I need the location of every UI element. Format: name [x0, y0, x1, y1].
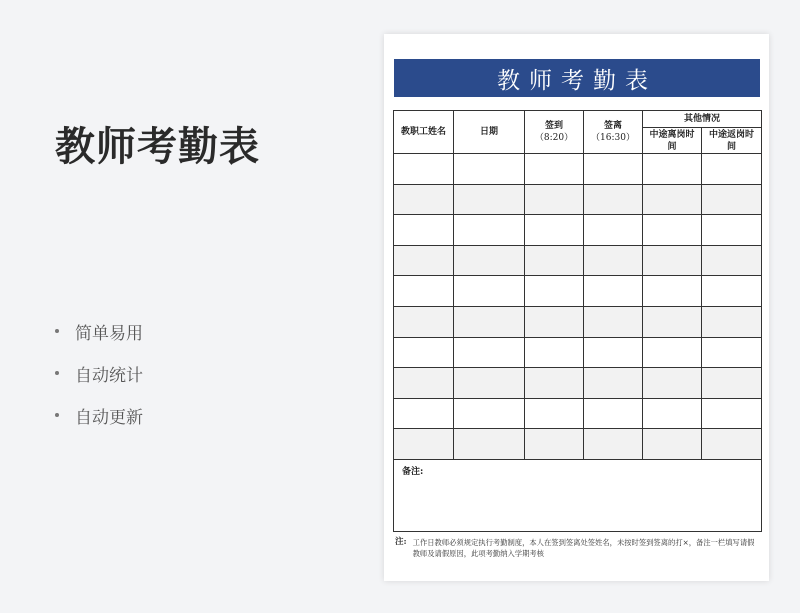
table-cell[interactable]	[525, 276, 584, 307]
header-checkout-label: 签离	[603, 121, 622, 131]
table-cell[interactable]	[643, 154, 702, 185]
header-return-mid-label: 中途返岗时间	[709, 129, 755, 152]
table-cell[interactable]	[702, 184, 762, 215]
table-cell[interactable]	[643, 245, 702, 276]
remarks-cell[interactable]	[394, 459, 762, 531]
table-cell[interactable]	[525, 154, 584, 185]
table-cell[interactable]	[584, 245, 643, 276]
table-cell[interactable]	[454, 184, 525, 215]
table-cell[interactable]	[643, 337, 702, 368]
table-cell[interactable]	[454, 154, 525, 185]
header-leave-mid-label: 中途离岗时间	[649, 129, 695, 152]
table-cell[interactable]	[584, 337, 643, 368]
bullet-dot-icon	[55, 413, 59, 417]
table-cell[interactable]	[643, 215, 702, 246]
footnote-text: 工作日教师必须规定执行考勤制度，本人在签到签离处签姓名，未按时签到签离的打×，备注一栏填写请假教师及请假原因，此项考勤纳入学期考核	[412, 538, 755, 558]
header-checkin	[525, 111, 584, 154]
table-row	[394, 276, 762, 307]
table-cell[interactable]	[525, 398, 584, 429]
feature-label: 自动更新	[75, 407, 143, 428]
feature-list	[55, 310, 143, 436]
table-cell[interactable]	[525, 337, 584, 368]
table-cell[interactable]	[454, 337, 525, 368]
table-row	[394, 245, 762, 276]
table-cell[interactable]	[702, 429, 762, 460]
header-checkin-label: 签到	[544, 121, 563, 131]
table-cell[interactable]	[394, 184, 454, 215]
table-cell[interactable]	[643, 368, 702, 399]
table-cell[interactable]	[702, 276, 762, 307]
table-cell[interactable]	[584, 398, 643, 429]
header-checkout	[584, 111, 643, 154]
table-cell[interactable]	[525, 368, 584, 399]
table-cell[interactable]	[702, 215, 762, 246]
feature-label: 简单易用	[75, 323, 143, 344]
feature-item	[55, 394, 143, 436]
remarks-label: 备注:	[402, 466, 424, 477]
table-row	[394, 398, 762, 429]
feature-item	[55, 310, 143, 352]
table-cell[interactable]	[702, 154, 762, 185]
table-cell[interactable]	[394, 215, 454, 246]
table-cell[interactable]	[643, 184, 702, 215]
table-row	[394, 215, 762, 246]
header-leave-mid	[643, 128, 702, 154]
table-cell[interactable]	[584, 429, 643, 460]
table-cell[interactable]	[394, 245, 454, 276]
table-cell[interactable]	[584, 184, 643, 215]
table-cell[interactable]	[584, 276, 643, 307]
table-cell[interactable]	[394, 154, 454, 185]
feature-label: 自动统计	[75, 365, 143, 386]
table-cell[interactable]	[525, 184, 584, 215]
attendance-table	[393, 110, 762, 532]
table-cell[interactable]	[454, 276, 525, 307]
bullet-dot-icon	[55, 329, 59, 333]
table-cell[interactable]	[454, 368, 525, 399]
table-cell[interactable]	[643, 398, 702, 429]
page-title: 教师考勤表	[55, 124, 260, 170]
table-cell[interactable]	[394, 306, 454, 337]
table-row	[394, 337, 762, 368]
table-cell[interactable]	[584, 306, 643, 337]
table-cell[interactable]	[525, 429, 584, 460]
table-cell[interactable]	[454, 398, 525, 429]
header-date: 日期	[454, 111, 525, 154]
table-cell[interactable]	[394, 398, 454, 429]
table-cell[interactable]	[643, 306, 702, 337]
table-cell[interactable]	[643, 429, 702, 460]
feature-item	[55, 352, 143, 394]
header-checkout-time: （16:30）	[591, 133, 635, 143]
table-cell[interactable]	[525, 306, 584, 337]
table-row	[394, 306, 762, 337]
footnote	[395, 537, 759, 559]
attendance-sheet-preview	[384, 34, 769, 581]
table-cell[interactable]	[702, 398, 762, 429]
table-row	[394, 184, 762, 215]
table-cell[interactable]	[584, 154, 643, 185]
table-cell[interactable]	[454, 429, 525, 460]
table-cell[interactable]	[643, 276, 702, 307]
sheet-title-banner: 教师考勤表	[394, 59, 760, 97]
table-row	[394, 368, 762, 399]
table-row	[394, 154, 762, 185]
table-row	[394, 429, 762, 460]
header-checkin-time: （8:20）	[534, 133, 574, 143]
table-cell[interactable]	[702, 245, 762, 276]
header-name: 教职工姓名	[394, 111, 454, 154]
table-cell[interactable]	[702, 337, 762, 368]
table-cell[interactable]	[394, 276, 454, 307]
table-cell[interactable]	[525, 245, 584, 276]
bullet-dot-icon	[55, 371, 59, 375]
table-cell[interactable]	[702, 368, 762, 399]
table-cell[interactable]	[394, 429, 454, 460]
table-cell[interactable]	[584, 215, 643, 246]
table-cell[interactable]	[702, 306, 762, 337]
footnote-label: 注:	[395, 537, 407, 547]
table-cell[interactable]	[394, 337, 454, 368]
header-return-mid	[702, 128, 762, 154]
header-other: 其他情况	[643, 111, 762, 128]
table-cell[interactable]	[454, 306, 525, 337]
table-cell[interactable]	[454, 215, 525, 246]
table-cell[interactable]	[584, 368, 643, 399]
table-cell[interactable]	[525, 215, 584, 246]
table-cell[interactable]	[454, 245, 525, 276]
table-cell[interactable]	[394, 368, 454, 399]
table-body	[394, 154, 762, 460]
